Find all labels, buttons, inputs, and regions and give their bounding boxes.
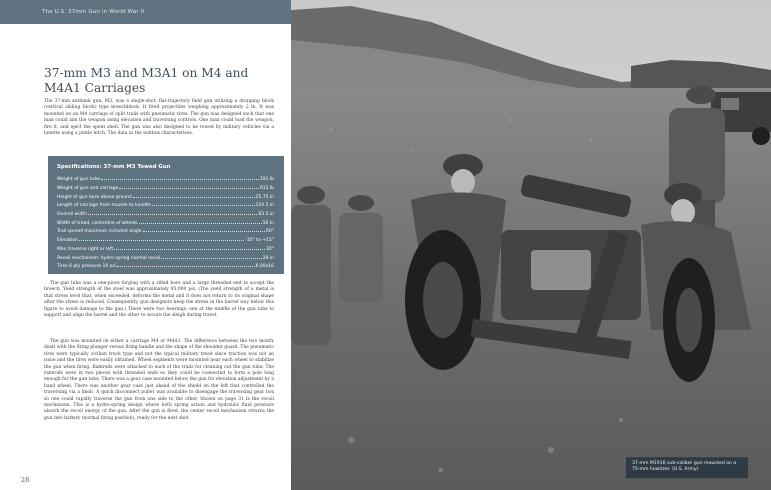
spec-value: 20 in	[262, 255, 274, 261]
spec-label: Length of carriage from muzzle to lunette	[57, 203, 151, 209]
spec-leader-dots	[117, 262, 254, 267]
spec-row	[57, 192, 274, 201]
spec-row	[57, 201, 274, 210]
spec-label: Weight of gun tube	[57, 177, 101, 183]
spec-row	[57, 236, 274, 245]
spec-row	[57, 253, 274, 262]
spec-value: 191 lb	[259, 177, 274, 183]
spec-leader-dots	[88, 210, 258, 215]
section-title: 37-mm M3 and M3A1 on M4 and M4A1 Carriages	[44, 66, 249, 95]
spec-row	[57, 175, 274, 184]
spec-label: Elevation	[57, 238, 78, 244]
spec-leader-dots	[152, 201, 255, 206]
specifications-heading: Specifications: 37-mm M3 Towed Gun	[57, 164, 171, 170]
spec-value: 63.5 in	[258, 212, 274, 217]
page-number: 28	[21, 476, 30, 484]
spec-value: 6.00x16	[255, 264, 274, 270]
spec-value: 912 lb	[259, 185, 274, 191]
intro-paragraph: The 37-mm antitank gun, M3, was a single-shot, flat-trajectory field gun utilizing a dropping block (vertical sliding block) type breechblock. It fired projectiles weighing approximately 2 lb. It was mounted on an M4 carriage of split trails with pneumatic tires. The gun was designed such that one man could aim the weapon using elevation and traversing controls. One man could load the weapon, fire it, and eject the spent shell. The gun was also designed to be towed by military vehicles via a lunette using a pintle hitch. The data in the textbox characterizes.	[44, 99, 274, 137]
gun-crew-photo	[291, 0, 771, 490]
body-paragraph-carriage: The gun was mounted on either a carriage M4 or M4A1. The difference between the two mostly dealt with the firing plunger versus firing handle and the shape of the shoulder guard. The pneumatic tires were typically civilian truck type and not the typical military tread since traction was not an issue and the tires were easily obtained. Wheel segments were mounted near each wheel to stabilize the gun when firing. Ramrods were attached to each of the trails for cleaning out the gun tube. The ramrods were in two pieces with threaded ends so they could be connected to form a pole long enough for the gun tube. There was a gear case mounted below the gun for elevation adjustment by a hand wheel. There was another gear case just ahead of the shield on the left that controlled the traversing via a knob. A quick disconnect puller was available to disengage the traversing gear box so one could rapidly traverse the gun from one side to the other. Shown on page 31 is the recoil mechanism. This is a hydro-spring design where both spring action and hydraulic fluid pressure absorb the recoil energy of the gun. After the gun is fired, the center recoil mechanism returns the gun into battery (normal firing position), ready for the next shot.	[44, 339, 274, 421]
spec-row	[57, 184, 274, 193]
spec-row	[57, 219, 274, 228]
spec-leader-dots	[143, 227, 265, 232]
spec-leader-dots	[161, 253, 261, 258]
spec-leader-dots	[114, 245, 265, 250]
specifications-box	[48, 156, 284, 274]
spec-value: -10° to +15°	[245, 238, 274, 244]
spec-leader-dots	[119, 184, 259, 189]
spec-label: Width of tread, centerline of wheels	[57, 220, 138, 226]
spec-label: Tires 6 ply pressure 10 psi	[57, 264, 117, 270]
spec-leader-dots	[79, 236, 244, 241]
spec-label: Max traverse right or left	[57, 246, 114, 252]
spec-leader-dots	[133, 192, 255, 197]
spec-label: Weight of gun and carriage	[57, 185, 119, 191]
spec-value: 56 in	[262, 220, 274, 226]
spec-value: 30°	[266, 246, 274, 252]
photo-caption: 37-mm M1916 sub-caliber gun mounted on a 75-mm howitzer. (U.S. Army)	[626, 457, 748, 478]
left-page	[0, 0, 291, 490]
spec-value: 60°	[266, 229, 274, 235]
spec-row	[57, 210, 274, 219]
spec-value: 25.75 in	[255, 194, 274, 200]
spec-row	[57, 262, 274, 271]
spec-leader-dots	[139, 219, 262, 224]
spec-leader-dots	[101, 175, 259, 180]
spec-row	[57, 245, 274, 254]
spec-label: Trail spread maximum included angle	[57, 229, 142, 235]
spec-value: 154.5 in	[255, 203, 274, 209]
body-paragraph-gun-tube: The gun tube was a one-piece forging with a rifled bore and a large threaded end to accept the breech. Yield strength of the steel was approximately 95,000 psi. (The yield strength of a metal is that stress level that, when exceeded, deforms the metal and it does not return to its original shape after the stress is reduced. Consequently, gun designers keep the stress in the barrel way below this figure to avoid damage to the gun.) There were two bearings, one at the middle of the gun tube to support and align the barrel and the other to secure the sleigh during travel.	[44, 281, 274, 319]
spec-label: Overall width	[57, 212, 87, 217]
running-head: The U.S. 37mm Gun in World War II	[0, 0, 291, 24]
spec-row	[57, 227, 274, 236]
specifications-list	[57, 175, 274, 271]
spec-label: Recoil mechanism: hydro-spring normal recoil	[57, 255, 161, 261]
spec-label: Height of gun bore above ground	[57, 194, 132, 200]
